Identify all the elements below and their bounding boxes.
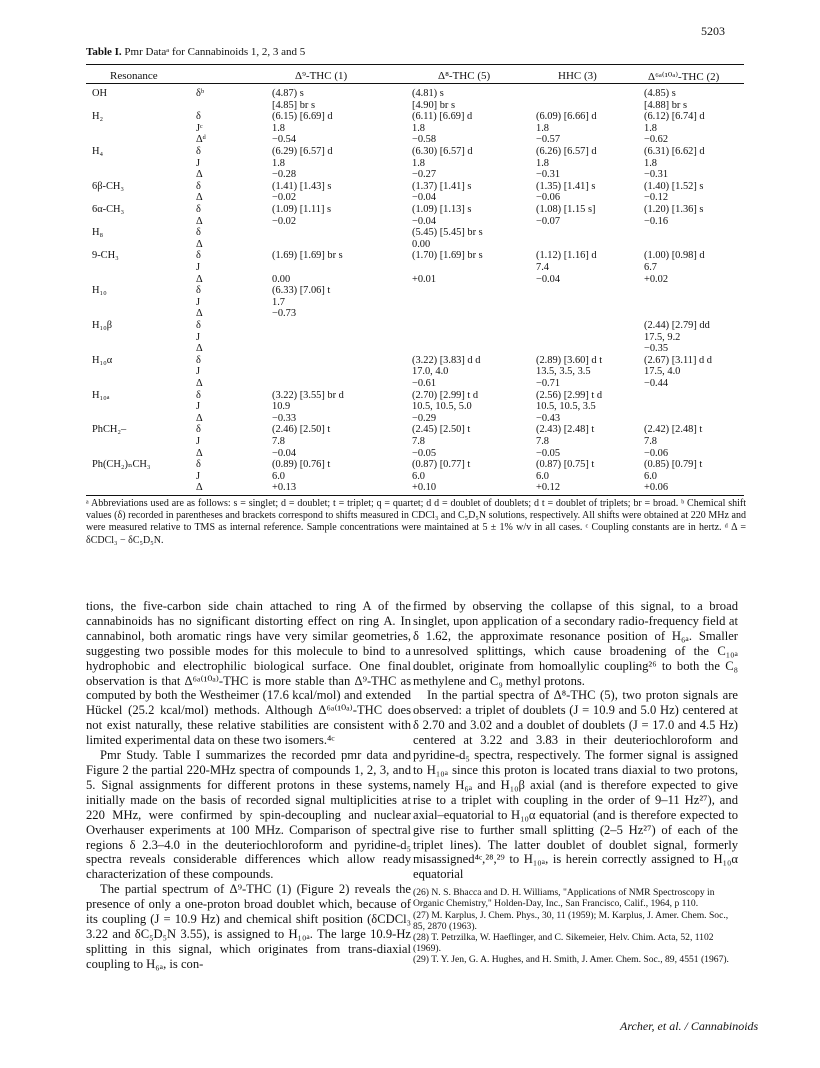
parameter-cell: J [196,401,201,413]
body-paragraph: firmed by observing the collapse of this signal, to a broad singlet, upon application of a secondary radio-frequency field at δ 1.62, the approximate resonance position of H₆ₐ. Smaller unresolved splittings, which cause broadening of the C₁₀ₐ doublet, originate from homoallylic coupling²⁶ to both the C₈ methylene and C₉ methyl protons. [413,599,738,688]
header-delta9-thc: Δ⁹-THC (1) [295,70,348,82]
hhc-cell: −0.31 [536,169,561,181]
parameter-cell: Δ [196,308,203,320]
delta6a-thc-cell: 6.7 [644,262,657,273]
delta6a-thc-cell: +0.06 [644,482,669,494]
hhc-cell: (2.56) [2.99] t d [536,389,603,401]
delta8-thc-cell: (4.81) s [412,88,444,99]
parameter-cell: Δ [196,215,203,227]
header-resonance: Resonance [110,70,158,82]
delta8-thc-cell: +0.01 [412,273,437,285]
delta6a-thc-cell: (6.12) [6.74] d [644,111,705,123]
delta6a-thc-cell: [4.88] br s [644,99,687,111]
delta9-thc-cell: 10.9 [272,401,291,413]
hhc-cell: 10.5, 10.5, 3.5 [536,401,596,413]
delta9-thc-cell: +0.13 [272,482,297,494]
delta6a-thc-cell: −0.44 [644,378,669,389]
parameter-cell: J [196,296,201,308]
parameter-cell: J [196,470,201,482]
right-text-column [413,599,738,966]
delta8-thc-cell: (1.70) [1.69] br s [412,250,483,262]
table-label: Table I. [86,46,122,58]
delta6a-thc-cell: (1.20) [1.36] s [644,204,704,215]
delta6a-thc-cell: (2.42) [2.48] t [644,424,703,436]
parameter-cell: δ [196,227,201,239]
hhc-cell: (2.89) [3.60] d t [536,354,603,366]
hhc-cell: 7.8 [536,436,549,447]
resonance-cell: 9-CH₃ [92,250,119,262]
delta8-thc-cell: 0.00 [412,238,431,250]
delta9-thc-cell: (4.87) s [272,88,304,99]
parameter-cell: Δ [196,412,203,424]
page-number: 5203 [701,24,725,38]
delta6a-thc-cell: (4.85) s [644,88,676,99]
delta8-thc-cell: [4.90] br s [412,99,455,111]
delta6a-thc-cell: (0.85) [0.79] t [644,459,703,471]
parameter-cell: δ [196,146,201,157]
delta9-thc-cell: 1.8 [272,157,285,169]
table-footnote: ᵃ Abbreviations used are as follows: s = singlet; d = doublet; t = triplet; q = quartet; d d = doublet of doublets; d t = doublet of triplets; br = broad. ᵇ Chemical shift values (δ) recorded in parentheses and brackets correspond to shifts measured in CDCl₃ and C₅D₅N solutions, respectively. All shifts were obtained at 220 MHz and were measured relative to TMS as internal reference. Sample concentrations were maintained at 5 ± 1% w/v in all cases. ᶜ Coupling constants are in hertz. ᵈ Δ = δCDCl₃ − δC₅D₅N. [86,498,746,546]
header-delta8-thc: Δ⁸-THC (5) [438,70,491,82]
delta6a-thc-cell: −0.31 [644,169,669,181]
delta9-thc-cell: (3.22) [3.55] br d [272,389,344,401]
hhc-cell: (2.43) [2.48] t [536,424,595,436]
delta9-thc-cell: 7.8 [272,436,285,447]
parameter-cell: Δ [196,273,203,285]
parameter-cell: J [196,331,201,343]
delta8-thc-cell: 6.0 [412,470,425,482]
resonance-cell: H₂ [92,111,104,123]
hhc-cell: (6.09) [6.66] d [536,111,597,123]
delta8-thc-cell: 10.5, 10.5, 5.0 [412,401,472,413]
delta6a-thc-cell: −0.35 [644,343,669,355]
delta6a-thc-cell: +0.02 [644,273,669,285]
delta8-thc-cell: −0.29 [412,412,437,424]
delta9-thc-cell: (6.29) [6.57] d [272,146,333,157]
body-paragraph: The partial spectrum of Δ⁹-THC (1) (Figure 2) reveals the presence of only a one-proton broad doublet which, because of its coupling (J = 10.9 Hz) and chemical shift position (δCDCl₃ 3.22 and δC₅D₅N 3.55), is assigned to H₁₀ₐ. The large 10.9-Hz splitting in this signal, which originates from trans-diaxial coupling to H₆ₐ, is con- [86,882,411,971]
delta9-thc-cell: 6.0 [272,470,285,482]
delta8-thc-cell: (1.09) [1.13] s [412,204,472,215]
delta8-thc-cell: 1.8 [412,157,425,169]
parameter-cell: δ [196,459,201,471]
delta9-thc-cell: −0.02 [272,192,297,204]
parameter-cell: δ [196,111,201,123]
parameter-cell: Δ [196,343,203,355]
hhc-cell: (1.08) [1.15 s] [536,204,596,215]
parameter-cell: Δ [196,482,203,494]
parameter-cell: Δ [196,169,203,181]
delta6a-thc-cell: −0.12 [644,192,669,204]
parameter-cell: Δ [196,238,203,250]
delta8-thc-cell: +0.10 [412,482,437,494]
parameter-cell: δ [196,389,201,401]
delta6a-thc-cell: (1.40) [1.52] s [644,180,704,192]
hhc-cell: +0.12 [536,482,561,494]
delta6a-thc-cell: 6.0 [644,470,657,482]
parameter-cell: J [196,262,201,273]
delta9-thc-cell: −0.04 [272,447,297,459]
delta8-thc-cell: 17.0, 4.0 [412,366,449,378]
reference-item: (27) M. Karplus, J. Chem. Phys., 30, 11 (1959); M. Karplus, J. Amer. Chem. Soc., 85, 2870 (1963). [413,909,729,932]
delta9-thc-cell: −0.73 [272,308,297,320]
parameter-cell: J [196,366,201,378]
hhc-cell: (1.35) [1.41] s [536,180,596,192]
delta8-thc-cell: (0.87) [0.77] t [412,459,471,471]
parameter-cell: δ [196,250,201,262]
hhc-cell: 1.8 [536,157,549,169]
hhc-cell: −0.07 [536,215,561,227]
hhc-cell: −0.43 [536,412,561,424]
delta9-thc-cell: 1.7 [272,296,285,308]
resonance-cell: PhCH₂– [92,424,127,436]
resonance-cell: Ph(CH₂)ₙCH₃ [92,459,151,471]
delta9-thc-cell: 1.8 [272,122,285,134]
parameter-cell: J [196,157,201,169]
resonance-cell: H₁₀α [92,354,113,366]
table-bottom-rule [86,495,744,496]
resonance-cell: OH [92,88,108,99]
resonance-cell: H₄ [92,146,104,157]
delta9-thc-cell: (2.46) [2.50] t [272,424,331,436]
resonance-cell: 6α-CH₃ [92,204,125,215]
parameter-cell: Δᵈ [196,134,206,146]
delta8-thc-cell: −0.05 [412,447,437,459]
delta8-thc-cell: −0.04 [412,192,437,204]
resonance-cell: 6β-CH₃ [92,180,124,192]
resonance-cell: H₁₀β [92,320,113,331]
hhc-cell: −0.71 [536,378,561,389]
delta8-thc-cell: (2.45) [2.50] t [412,424,471,436]
reference-item: (26) N. S. Bhacca and D. H. Williams, "Applications of NMR Spectroscopy in Organic Chemistry," Holden-Day, Inc., San Francisco, Calif., 1964, p 110. [413,887,715,910]
delta6a-thc-cell: (2.67) [3.11] d d [644,354,713,366]
header-delta6a-thc: Δ⁶ᵃ⁽¹⁰ᵃ⁾-THC (2) [648,71,720,83]
delta6a-thc-cell: −0.16 [644,215,669,227]
delta9-thc-cell: (1.41) [1.43] s [272,180,332,192]
delta6a-thc-cell: 7.8 [644,436,657,447]
body-paragraph: tions, the five-carbon side chain attached to ring A of the cannabinoids has no significant distorting effect on ring A. In cannabinol, both aromatic rings have very similar geometries, suggesting two possible modes for this molecule to bind to a hydrophobic and electrophilic biological surface. One final observation is that Δ⁶ᵃ⁽¹⁰ᵃ⁾-THC is more stable than Δ⁹-THC as computed by both the Westheimer (17.6 kcal/mol) and extended Hückel (25.2 kcal/mol) methods. Although Δ⁶ᵃ⁽¹⁰ᵃ⁾-THC does not exist naturally, these relative stabilities are consistent with limited experimental data on these two isomers.⁴ᶜ [86,599,411,748]
references-list [413,887,738,965]
hhc-cell: −0.57 [536,134,561,146]
delta9-thc-cell: (6.15) [6.69] d [272,111,333,123]
delta6a-thc-cell: (1.00) [0.98] d [644,250,705,262]
page-footer: Archer, et al. / Cannabinoids [620,1019,759,1033]
delta9-thc-cell: −0.28 [272,169,297,181]
hhc-cell: 7.4 [536,262,549,273]
parameter-cell: δ [196,320,201,331]
resonance-cell: H₁₀ₐ [92,389,110,401]
hhc-cell: −0.04 [536,273,561,285]
delta8-thc-cell: −0.04 [412,215,437,227]
delta8-thc-cell: 7.8 [412,436,425,447]
delta9-thc-cell: (6.33) [7.06] t [272,285,331,297]
delta8-thc-cell: 1.8 [412,122,425,134]
parameter-cell: Δ [196,378,203,389]
hhc-cell: (0.87) [0.75] t [536,459,595,471]
delta8-thc-cell: (5.45) [5.45] br s [412,227,483,239]
delta6a-thc-cell: 1.8 [644,157,657,169]
reference-item: (29) T. Y. Jen, G. A. Hughes, and H. Smith, J. Amer. Chem. Soc., 89, 4551 (1967). [413,954,729,966]
delta6a-thc-cell: −0.62 [644,134,669,146]
resonance-cell: H₁₀ [92,285,107,297]
body-paragraph: In the partial spectra of Δ⁸-THC (5), two proton signals are observed: a triplet of doublets (J = 10.9 and 5.0 Hz) centered at δ 2.70 and 3.02 and a doublet of doublets (J = 17.0 and 4.5 Hz) centered at 3.22 and 3.83 in their deuteriochloroform and pyridine-d₅ spectra, respectively. The former signal is assigned to H₁₀ₐ since this proton is located trans diaxial to two protons, namely H₆ₐ and H₁₀β axial (and is therefore expected to give rise to a triplet with coupling in the order of 9–11 Hz²⁷), and axial–equatorial to H₁₀α equatorial (and is therefore expected to give rise to further small splitting (2–5 Hz²⁷) of each of the triplet lines). The latter doublet of doublet signal, formerly misassigned⁴ᶜ,²⁸,²⁹ to H₁₀ₐ, is herein correctly assigned to H₁₀α equatorial [413,688,738,882]
header-hhc: HHC (3) [558,70,597,82]
parameter-cell: δ [196,180,201,192]
delta6a-thc-cell: (6.31) [6.62] d [644,146,705,157]
delta9-thc-cell: −0.54 [272,134,297,146]
hhc-cell: 13.5, 3.5, 3.5 [536,366,591,378]
table-title [86,46,305,58]
parameter-cell: δ [196,285,201,297]
delta8-thc-cell: −0.27 [412,169,437,181]
table-header-rule [86,83,744,84]
delta8-thc-cell: (2.70) [2.99] t d [412,389,479,401]
delta6a-thc-cell: 17.5, 9.2 [644,331,681,343]
delta9-thc-cell: (1.09) [1.11] s [272,204,332,215]
delta6a-thc-cell: (2.44) [2.79] dd [644,320,710,331]
parameter-cell: J [196,436,201,447]
hhc-cell: 1.8 [536,122,549,134]
hhc-cell: 6.0 [536,470,549,482]
parameter-cell: δ [196,204,201,215]
delta9-thc-cell: (0.89) [0.76] t [272,459,331,471]
pmr-study-paragraph: Pmr Study. Table I summarizes the recorded pmr data and Figure 2 the partial 220-MHz spectra of compounds 1, 2, 3, and 5. Signal assignments for different protons in these systems, initially made on the basis of recorded signal multiplicities at 220 MHz, were confirmed by spin-decoupling and nuclear Overhauser experiments at 100 MHz. Comparison of spectral regions δ 2.3–4.0 in the deuteriochloroform and pyridine-d₅ spectra reveals considerable differences which allow ready characterization of these compounds. [86,748,411,882]
parameter-cell: Jᶜ [196,122,203,134]
table-caption: Pmr Dataᵃ for Cannabinoids 1, 2, 3 and 5 [124,46,306,58]
delta9-thc-cell: −0.33 [272,412,297,424]
delta8-thc-cell: (6.30) [6.57] d [412,146,473,157]
parameter-cell: Δ [196,447,203,459]
resonance-cell: H₈ [92,227,104,239]
hhc-cell: (6.26) [6.57] d [536,146,597,157]
delta8-thc-cell: (3.22) [3.83] d d [412,354,481,366]
delta6a-thc-cell: 1.8 [644,122,657,134]
delta8-thc-cell: −0.58 [412,134,437,146]
delta8-thc-cell: −0.61 [412,378,437,389]
parameter-cell: δ [196,424,201,436]
hhc-cell: −0.06 [536,192,561,204]
reference-item: (28) T. Petrzilka, W. Haeflinger, and C. Sikemeier, Helv. Chim. Acta, 52, 1102 (1969). [413,932,714,955]
hhc-cell: (1.12) [1.16] d [536,250,597,262]
delta8-thc-cell: (1.37) [1.41] s [412,180,472,192]
parameter-cell: δᵇ [196,88,205,99]
left-text-column [86,599,411,972]
delta6a-thc-cell: −0.06 [644,447,669,459]
parameter-cell: δ [196,354,201,366]
delta9-thc-cell: (1.69) [1.69] br s [272,250,343,262]
hhc-cell: −0.05 [536,447,561,459]
delta8-thc-cell: (6.11) [6.69] d [412,111,473,123]
delta9-thc-cell: [4.85] br s [272,99,315,111]
delta9-thc-cell: 0.00 [272,273,291,285]
table-top-rule [86,64,744,65]
delta9-thc-cell: −0.02 [272,215,297,227]
parameter-cell: Δ [196,192,203,204]
delta6a-thc-cell: 17.5, 4.0 [644,366,681,378]
